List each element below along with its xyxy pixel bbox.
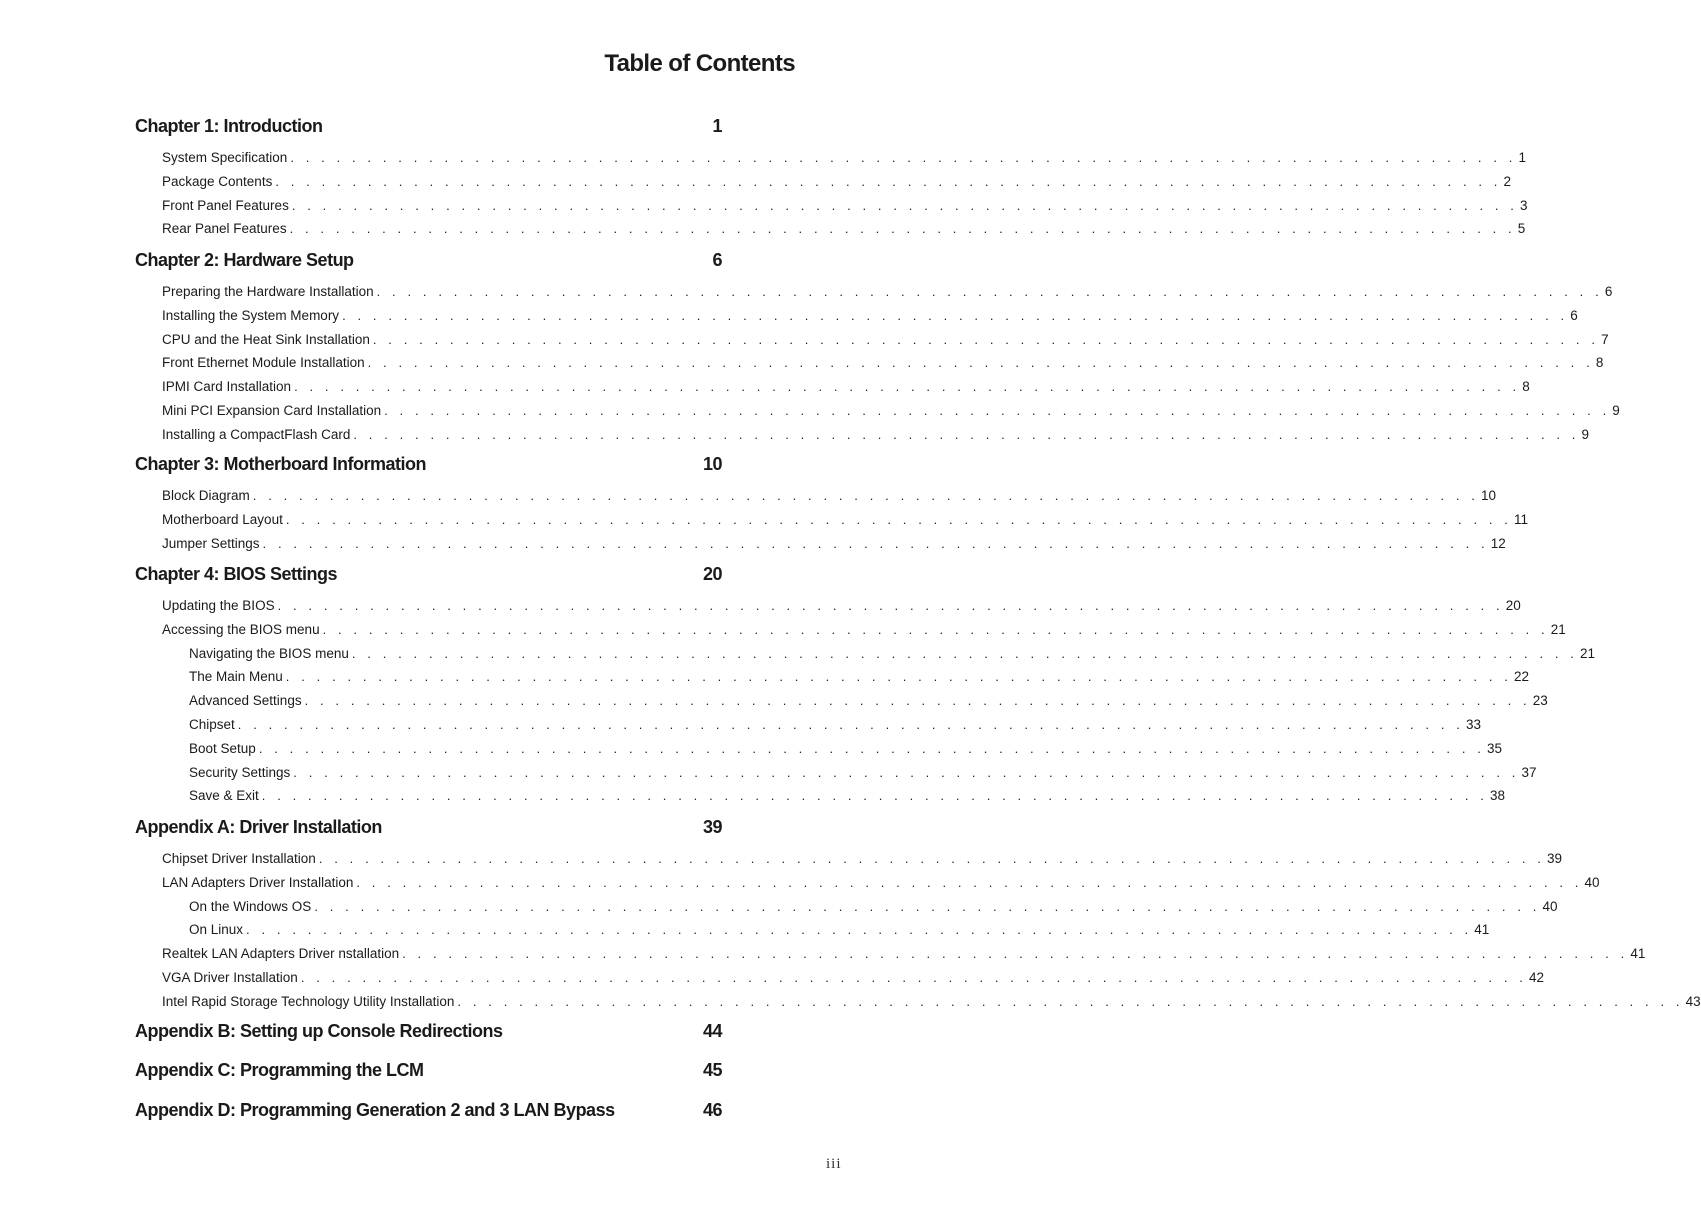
toc-entry-title: Motherboard Layout xyxy=(162,508,286,532)
toc-entry-page: 8 xyxy=(1522,379,1530,395)
toc-entry-title: LAN Adapters Driver Installation xyxy=(162,871,356,895)
dot-leader: . . . . . . . . . . . . . . . . . . . . . . . . . . . . . . . . . . . . . . . . . . . . . . . . . . . . . . . . . . . . . . . . . . . . . . . . . . . . . . . . xyxy=(275,173,1502,189)
toc-entry[interactable] xyxy=(135,280,1613,304)
section-heading[interactable] xyxy=(135,1100,722,1122)
dot-leader: . . . . . . . . . . . . . . . . . . . . . . . . . . . . . . . . . . . . . . . . . . . . . . . . . . . . . . . . . . . . . . . . . . . . . . . . . . . . . . . . xyxy=(237,716,1464,732)
entry-list xyxy=(135,280,1620,447)
dot-leader: . . . . . . . . . . . . . . . . . . . . . . . . . . . . . . . . . . . . . . . . . . . . . . . . . . . . . . . . . . . . . . . . . . . . . . . . . . . . . . . . xyxy=(353,426,1580,442)
toc-entry-page: 21 xyxy=(1580,645,1596,661)
section-heading-label: Chapter 4: BIOS Settings xyxy=(135,564,338,584)
dot-leader: . . . . . . . . . . . . . . . . . . . . . . . . . . . . . . . . . . . . . . . . . . . . . . . . . . . . . . . . . . . . . . . . . . . . . . . . . . . . . . . . xyxy=(402,946,1629,962)
dot-leader: . . . . . . . . . . . . . . . . . . . . . . . . . . . . . . . . . . . . . . . . . . . . . . . . . . . . . . . . . . . . . . . . . . . . . . . . . . . . . . . . xyxy=(376,284,1603,299)
section-heading-label: Appendix D: Programming Generation 2 and 3 LAN Bypass xyxy=(135,1100,615,1120)
dot-leader: . . . . . . . . . . . . . . . . . . . . . . . . . . . . . . . . . . . . . . . . . . . . . . . . . . . . . . . . . . . . . . . . . . . . . . . . . . . . . . . . xyxy=(277,598,1504,613)
dot-leader: . . . . . . . . . . . . . . . . . . . . . . . . . . . . . . . . . . . . . . . . . . . . . . . . . . . . . . . . . . . . . . . . . . . . . . . . . . . . . . . . xyxy=(300,969,1527,985)
toc-section xyxy=(135,250,1620,447)
toc-entry[interactable] xyxy=(135,375,1530,399)
toc-entry-title: The Main Menu xyxy=(189,665,286,689)
toc-entry[interactable] xyxy=(135,990,1701,1014)
toc-section xyxy=(135,1060,722,1082)
toc-entry[interactable] xyxy=(135,642,1596,666)
toc-entry-title: Advanced Settings xyxy=(189,689,305,713)
toc-entry-title: Boot Setup xyxy=(189,737,259,761)
page-title: Table of Contents xyxy=(604,50,795,77)
toc-entry-title: Realtek LAN Adapters Driver nstallation xyxy=(162,942,402,966)
dot-leader: . . . . . . . . . . . . . . . . . . . . . . . . . . . . . . . . . . . . . . . . . . . . . . . . . . . . . . . . . . . . . . . . . . . . . . . . . . . . . . . . xyxy=(289,221,1516,237)
entry-list xyxy=(135,484,1529,555)
toc-entry-page: 33 xyxy=(1465,716,1481,732)
toc-entry-title: Preparing the Hardware Installation xyxy=(162,280,377,304)
toc-entry[interactable] xyxy=(135,966,1545,990)
toc-entry[interactable] xyxy=(135,689,1548,713)
section-heading[interactable] xyxy=(135,454,722,476)
section-heading-page: 10 xyxy=(702,454,722,474)
dot-leader: . . . . . . . . . . . . . . . . . . . . . . . . . . . . . . . . . . . . . . . . . . . . . . . . . . . . . . . . . . . . . . . . . . . . . . . . . . . . . . . . xyxy=(314,898,1541,914)
toc-entry-title: Chipset xyxy=(189,713,238,737)
section-heading-label: Appendix A: Driver Installation xyxy=(135,817,382,837)
toc-section xyxy=(135,564,1596,808)
toc-entry-title: On the Windows OS xyxy=(189,895,314,919)
toc-entry-page: 5 xyxy=(1517,221,1526,237)
toc-entry-page: 41 xyxy=(1474,922,1490,938)
toc-section xyxy=(135,817,1701,1014)
toc-entry[interactable] xyxy=(135,328,1609,352)
section-heading-page: 44 xyxy=(702,1021,722,1041)
toc-entry-page: 1 xyxy=(1518,150,1527,165)
toc-entry-title: Installing a CompactFlash Card xyxy=(162,423,353,447)
toc-entry-title: Rear Panel Features xyxy=(162,217,290,241)
toc-entry-page: 43 xyxy=(1685,993,1701,1009)
toc-entry-page: 38 xyxy=(1489,788,1505,804)
dot-leader: . . . . . . . . . . . . . . . . . . . . . . . . . . . . . . . . . . . . . . . . . . . . . . . . . . . . . . . . . . . . . . . . . . . . . . . . . . . . . . . . xyxy=(290,150,1517,165)
toc-section xyxy=(135,454,1529,555)
toc-entry-title: Jumper Settings xyxy=(162,532,263,556)
dot-leader: . . . . . . . . . . . . . . . . . . . . . . . . . . . . . . . . . . . . . . . . . . . . . . . . . . . . . . . . . . . . . . . . . . . . . . . . . . . . . . . . xyxy=(304,693,1531,709)
toc-entry-page: 22 xyxy=(1513,669,1530,685)
toc-entry[interactable] xyxy=(135,194,1528,218)
toc-entry[interactable] xyxy=(135,304,1578,328)
toc-entry[interactable] xyxy=(135,484,1496,508)
toc-entry-page: 40 xyxy=(1542,898,1558,914)
toc-entry-page: 10 xyxy=(1480,488,1496,503)
section-heading[interactable] xyxy=(135,116,722,138)
toc-entry-page: 3 xyxy=(1520,197,1528,213)
dot-leader: . . . . . . . . . . . . . . . . . . . . . . . . . . . . . . . . . . . . . . . . . . . . . . . . . . . . . . . . . . . . . . . . . . . . . . . . . . . . . . . . xyxy=(372,331,1600,347)
section-heading[interactable] xyxy=(135,564,722,586)
toc-entry[interactable] xyxy=(135,737,1503,761)
entry-list xyxy=(135,847,1701,1014)
section-heading-label: Appendix B: Setting up Console Redirections xyxy=(135,1021,503,1041)
toc-entry-page: 9 xyxy=(1581,426,1590,442)
toc-entry-title: Package Contents xyxy=(162,170,275,194)
toc-entry[interactable] xyxy=(135,942,1646,966)
toc-entry-page: 12 xyxy=(1490,535,1506,551)
toc-entry-page: 9 xyxy=(1612,402,1620,418)
toc-entry-title: System Specification xyxy=(162,146,290,170)
toc-entry-page: 42 xyxy=(1529,969,1545,985)
section-heading-label: Chapter 1: Introduction xyxy=(135,116,323,136)
toc-entry-page: 35 xyxy=(1487,740,1503,756)
toc-entry-page: 8 xyxy=(1595,355,1604,371)
toc-entry-title: Chipset Driver Installation xyxy=(162,847,319,871)
toc-entry-title: On Linux xyxy=(189,918,246,942)
toc-entry-page: 6 xyxy=(1570,307,1578,323)
toc-entry[interactable] xyxy=(135,713,1481,737)
toc-entry[interactable] xyxy=(135,665,1530,689)
toc-entry-page: 23 xyxy=(1532,693,1548,709)
section-heading-label: Appendix C: Programming the LCM xyxy=(135,1060,424,1080)
toc-entry-title: Block Diagram xyxy=(162,484,253,508)
toc-entry[interactable] xyxy=(135,146,1527,170)
toc-entry-title: VGA Driver Installation xyxy=(162,966,301,990)
dot-leader: . . . . . . . . . . . . . . . . . . . . . . . . . . . . . . . . . . . . . . . . . . . . . . . . . . . . . . . . . . . . . . . . . . . . . . . . . . . . . . . . xyxy=(356,874,1583,890)
dot-leader: . . . . . . . . . . . . . . . . . . . . . . . . . . . . . . . . . . . . . . . . . . . . . . . . . . . . . . . . . . . . . . . . . . . . . . . . . . . . . . . . xyxy=(258,740,1485,756)
toc-entry-title: IPMI Card Installation xyxy=(162,375,294,399)
toc-entry-page: 37 xyxy=(1521,764,1537,780)
dot-leader: . . . . . . . . . . . . . . . . . . . . . . . . . . . . . . . . . . . . . . . . . . . . . . . . . . . . . . . . . . . . . . . . . . . . . . . . . . . . . . . . xyxy=(262,535,1489,551)
dot-leader: . . . . . . . . . . . . . . . . . . . . . . . . . . . . . . . . . . . . . . . . . . . . . . . . . . . . . . . . . . . . . . . . . . . . . . . . . . . . . . . . xyxy=(246,922,1473,938)
toc-entry[interactable] xyxy=(135,871,1600,895)
dot-leader: . . . . . . . . . . . . . . . . . . . . . . . . . . . . . . . . . . . . . . . . . . . . . . . . . . . . . . . . . . . . . . . . . . . . . . . . . . . . . . . . xyxy=(261,788,1488,804)
toc-entry-title: Front Ethernet Module Installation xyxy=(162,351,368,375)
section-heading[interactable] xyxy=(135,250,722,272)
toc-entry[interactable] xyxy=(135,399,1620,423)
toc-entry-title: Intel Rapid Storage Technology Utility Installation xyxy=(162,990,457,1014)
toc-entry[interactable] xyxy=(135,351,1604,375)
dot-leader: . . . . . . . . . . . . . . . . . . . . . . . . . . . . . . . . . . . . . . . . . . . . . . . . . . . . . . . . . . . . . . . . . . . . . . . . . . . . . . . . xyxy=(294,379,1521,395)
dot-leader: . . . . . . . . . . . . . . . . . . . . . . . . . . . . . . . . . . . . . . . . . . . . . . . . . . . . . . . . . . . . . . . . . . . . . . . . . . . . . . . . xyxy=(285,669,1512,685)
section-heading-page: 39 xyxy=(702,817,722,837)
entry-list xyxy=(135,594,1596,808)
section-heading-page: 46 xyxy=(702,1100,722,1120)
toc-entry-page: 2 xyxy=(1503,173,1512,189)
section-heading-page: 45 xyxy=(702,1060,722,1080)
dot-leader: . . . . . . . . . . . . . . . . . . . . . . . . . . . . . . . . . . . . . . . . . . . . . . . . . . . . . . . . . . . . . . . . . . . . . . . . . . . . . . . . xyxy=(457,993,1684,1009)
toc-entry[interactable] xyxy=(135,170,1512,194)
section-heading[interactable] xyxy=(135,1021,722,1043)
toc-section xyxy=(135,1021,722,1043)
dot-leader: . . . . . . . . . . . . . . . . . . . . . . . . . . . . . . . . . . . . . . . . . . . . . . . . . . . . . . . . . . . . . . . . . . . . . . . . . . . . . . . . xyxy=(367,355,1594,371)
dot-leader: . . . . . . . . . . . . . . . . . . . . . . . . . . . . . . . . . . . . . . . . . . . . . . . . . . . . . . . . . . . . . . . . . . . . . . . . . . . . . . . . xyxy=(318,851,1546,866)
section-heading-page: 1 xyxy=(712,116,722,136)
toc-section xyxy=(135,116,1528,241)
toc-entry-page: 20 xyxy=(1505,598,1521,613)
toc-entry[interactable] xyxy=(135,594,1521,618)
toc-entry-title: Front Panel Features xyxy=(162,194,292,218)
toc-entry-page: 40 xyxy=(1584,874,1600,890)
toc-entry-title: Mini PCI Expansion Card Installation xyxy=(162,399,384,423)
toc-entry-title: Security Settings xyxy=(189,761,293,785)
entry-list xyxy=(135,146,1528,241)
toc-entry[interactable] xyxy=(135,895,1558,919)
toc-entry[interactable] xyxy=(135,618,1566,642)
toc-section xyxy=(135,1100,722,1122)
toc-entry-page: 41 xyxy=(1630,946,1646,962)
section-heading-label: Chapter 2: Hardware Setup xyxy=(135,250,354,270)
dot-leader: . . . . . . . . . . . . . . . . . . . . . . . . . . . . . . . . . . . . . . . . . . . . . . . . . . . . . . . . . . . . . . . . . . . . . . . . . . . . . . . . xyxy=(291,197,1519,213)
dot-leader: . . . . . . . . . . . . . . . . . . . . . . . . . . . . . . . . . . . . . . . . . . . . . . . . . . . . . . . . . . . . . . . . . . . . . . . . . . . . . . . . xyxy=(252,488,1479,503)
dot-leader: . . . . . . . . . . . . . . . . . . . . . . . . . . . . . . . . . . . . . . . . . . . . . . . . . . . . . . . . . . . . . . . . . . . . . . . . . . . . . . . . xyxy=(384,402,1611,418)
toc-entry[interactable] xyxy=(135,217,1526,241)
toc-entry[interactable] xyxy=(135,847,1563,871)
toc-entry[interactable] xyxy=(135,508,1529,532)
toc-entry-title: CPU and the Heat Sink Installation xyxy=(162,328,373,352)
toc-entry-page: 39 xyxy=(1547,851,1563,866)
section-heading[interactable] xyxy=(135,1060,722,1082)
toc-entry-title: Navigating the BIOS menu xyxy=(189,642,352,666)
toc-entry-page: 11 xyxy=(1514,511,1529,527)
toc-entry-page: 21 xyxy=(1550,621,1566,637)
section-heading-page: 20 xyxy=(702,564,722,584)
toc-entry[interactable] xyxy=(135,918,1490,942)
dot-leader: . . . . . . . . . . . . . . . . . . . . . . . . . . . . . . . . . . . . . . . . . . . . . . . . . . . . . . . . . . . . . . . . . . . . . . . . . . . . . . . . xyxy=(351,645,1579,661)
toc-entry-title: Installing the System Memory xyxy=(162,304,342,328)
dot-leader: . . . . . . . . . . . . . . . . . . . . . . . . . . . . . . . . . . . . . . . . . . . . . . . . . . . . . . . . . . . . . . . . . . . . . . . . . . . . . . . . xyxy=(293,764,1520,780)
toc-entry-page: 7 xyxy=(1601,331,1609,347)
section-heading[interactable] xyxy=(135,817,722,839)
section-heading-page: 6 xyxy=(712,250,722,270)
page-number: iii xyxy=(826,1156,842,1172)
toc-entry[interactable] xyxy=(135,761,1537,785)
toc-entry-title: Accessing the BIOS menu xyxy=(162,618,323,642)
section-heading-label: Chapter 3: Motherboard Information xyxy=(135,454,427,474)
toc-entry-title: Save & Exit xyxy=(189,784,262,808)
dot-leader: . . . . . . . . . . . . . . . . . . . . . . . . . . . . . . . . . . . . . . . . . . . . . . . . . . . . . . . . . . . . . . . . . . . . . . . . . . . . . . . . xyxy=(342,307,1569,323)
toc-entry-title: Updating the BIOS xyxy=(162,594,278,618)
toc-entry[interactable] xyxy=(135,532,1506,556)
dot-leader: . . . . . . . . . . . . . . . . . . . . . . . . . . . . . . . . . . . . . . . . . . . . . . . . . . . . . . . . . . . . . . . . . . . . . . . . . . . . . . . . xyxy=(322,621,1549,637)
toc-entry[interactable] xyxy=(135,423,1590,447)
dot-leader: . . . . . . . . . . . . . . . . . . . . . . . . . . . . . . . . . . . . . . . . . . . . . . . . . . . . . . . . . . . . . . . . . . . . . . . . . . . . . . . . xyxy=(285,511,1513,527)
toc-entry-page: 6 xyxy=(1604,284,1613,299)
toc-entry[interactable] xyxy=(135,784,1505,808)
